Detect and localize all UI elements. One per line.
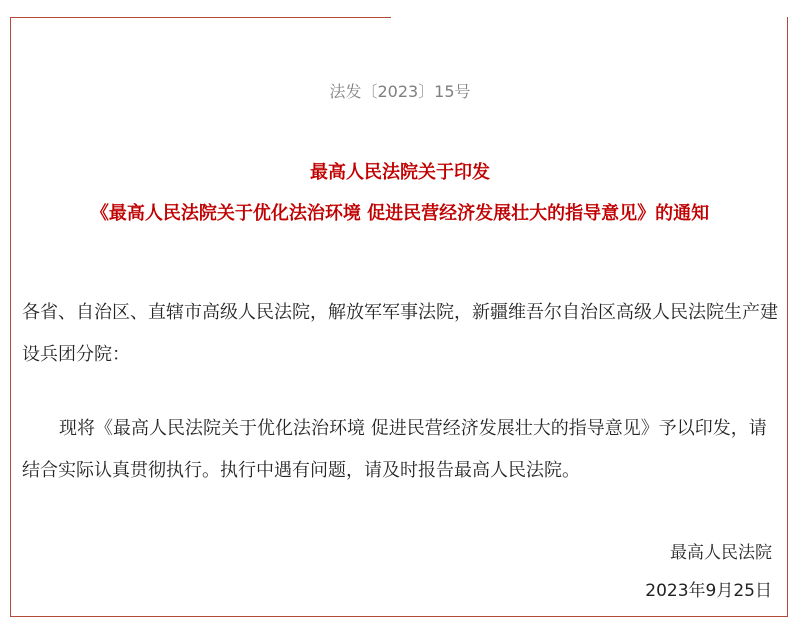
signature-organization: 最高人民法院 [670, 543, 772, 563]
title-line-2: 《最高人民法院关于优化法治环境 促进民营经济发展壮大的指导意见》的通知 [90, 203, 710, 224]
title-line-1: 最高人民法院关于印发 [310, 162, 490, 183]
signature-date: 2023年9月25日 [645, 581, 772, 601]
addressee: 各省、自治区、直辖市高级人民法院，解放军军事法院，新疆维吾尔自治区高级人民法院生产建设兵团分院： [22, 302, 778, 365]
document-number: 法发〔2023〕15号 [329, 82, 471, 101]
top-rule [10, 17, 391, 18]
body-paragraph: 现将《最高人民法院关于优化法治环境 促进民营经济发展壮大的指导意见》予以印发，请结合实际认真贯彻执行。执行中遇有问题，请及时报告最高人民法院。 [22, 418, 767, 481]
